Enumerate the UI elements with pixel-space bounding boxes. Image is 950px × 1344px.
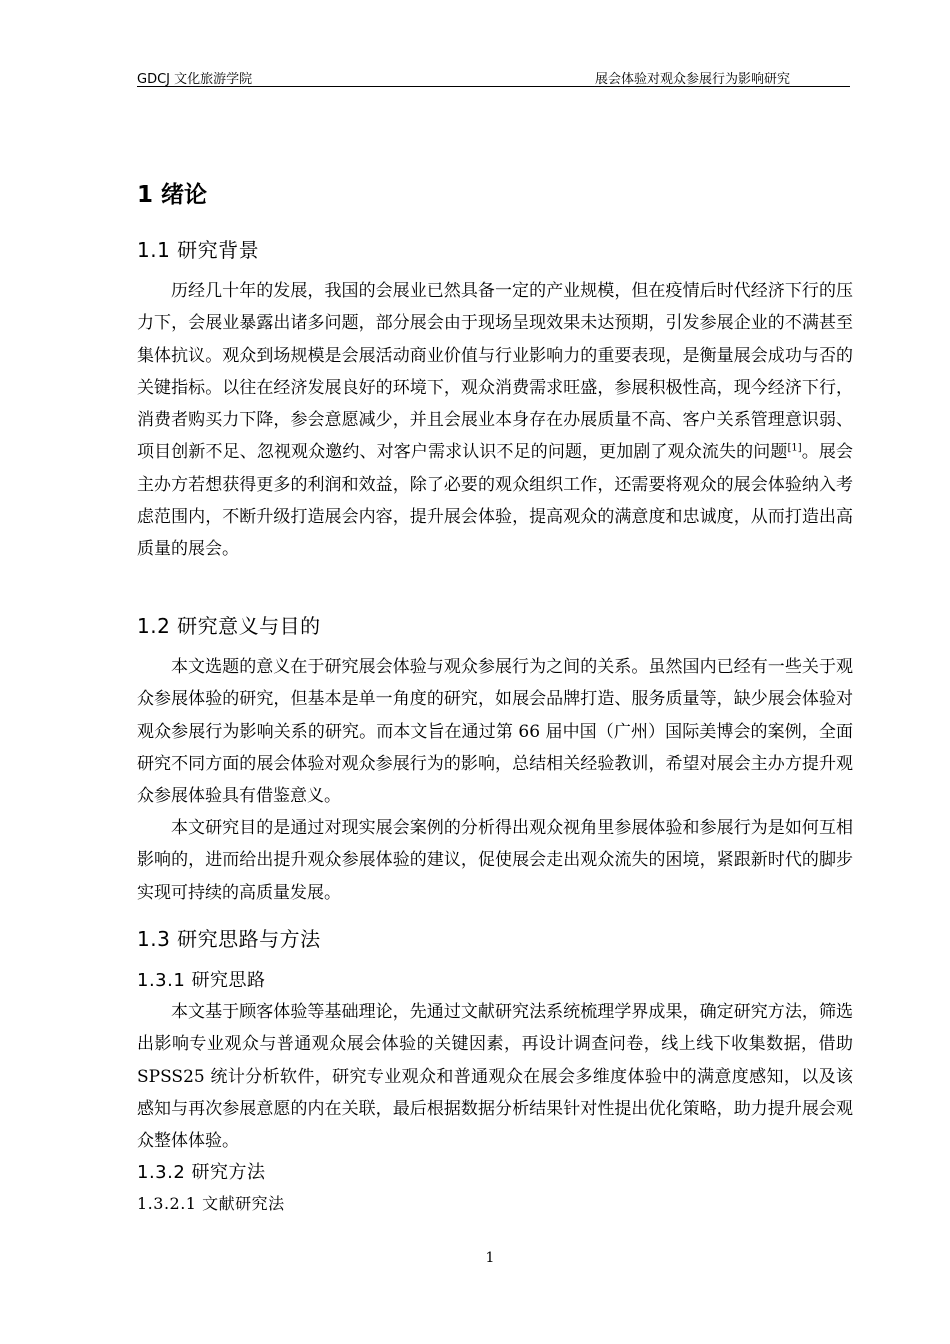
subsection-heading-1-3-1: 1.3.1 研究思路	[137, 970, 266, 991]
paragraph-purpose: 本文研究目的是通过对现实展会案例的分析得出观众视角里参展体验和参展行为是如何互相影响的，进而给出提升观众参展体验的建议，促使展会走出观众流失的困境，紧跟新时代的脚步实现可持续的高质量发展。	[137, 818, 853, 903]
paragraph-research-approach: 本文基于顾客体验等基础理论，先通过文献研究法系统梳理学界成果，确定研究方法，筛选出影响专业观众与普通观众展会体验的关键因素，再设计调查问卷，线上线下收集数据，借助 SPSS25 统计分析软件，研究专业观众和普通观众在展会多维度体验中的满意度感知，以及该感知与再次参展意愿的内在关联，最后根据数据分析结果针对性提出优化策略，助力提升展会观众整体体验。	[137, 1002, 853, 1152]
citation-1: [1]	[787, 442, 802, 454]
subsubsection-heading-1-3-2-1: 1.3.2.1 文献研究法	[137, 1194, 285, 1213]
subsection-heading-1-3-2: 1.3.2 研究方法	[137, 1162, 266, 1183]
section-heading-1-1: 1.1 研究背景	[137, 238, 260, 262]
chapter-title: 1 绪论	[137, 182, 208, 208]
section-heading-1-3: 1.3 研究思路与方法	[137, 927, 321, 951]
page-number: 1	[485, 1250, 495, 1266]
paragraph-background-text: 历经几十年的发展，我国的会展业已然具备一定的产业规模，但在疫情后时代经济下行的压力下，会展业暴露出诸多问题，部分展会由于现场呈现效果未达预期，引发参展企业的不满甚至集体抗议。观众到场规模是会展活动商业价值与行业影响力的重要表现，是衡量展会成功与否的关键指标。以往在经济发展良好的环境下，观众消费需求旺盛，参展积极性高，现今经济下行，消费者购买力下降，参会意愿减少，并且会展业本身存在办展质量不高、客户关系管理意识弱、项目创新不足、忽视观众邀约、对客户需求认识不足的问题，更加剧了观众流失的问题	[137, 281, 853, 463]
paragraph-background	[137, 275, 853, 566]
running-header-school: GDCJ 文化旅游学院	[137, 72, 253, 87]
section-heading-1-2: 1.2 研究意义与目的	[137, 614, 321, 638]
paragraph-background-text-cont: 。展会主办方若想获得更多的利润和效益，除了必要的观众组织工作，还需要将观众的展会体验纳入考虑范围内，不断升级打造展会内容，提升展会体验，提高观众的满意度和忠诚度，从而打造出高质量的展会。	[137, 442, 854, 560]
header-rule	[137, 86, 850, 87]
paragraph-significance: 本文选题的意义在于研究展会体验与观众参展行为之间的关系。虽然国内已经有一些关于观众参展体验的研究，但基本是单一角度的研究，如展会品牌打造、服务质量等，缺少展会体验对观众参展行为影响关系的研究。而本文旨在通过第 66 届中国（广州）国际美博会的案例，全面研究不同方面的展会体验对观众参展行为的影响，总结相关经验教训，希望对展会主办方提升观众参展体验具有借鉴意义。	[137, 657, 853, 807]
running-header-title: 展会体验对观众参展行为影响研究	[594, 72, 790, 87]
